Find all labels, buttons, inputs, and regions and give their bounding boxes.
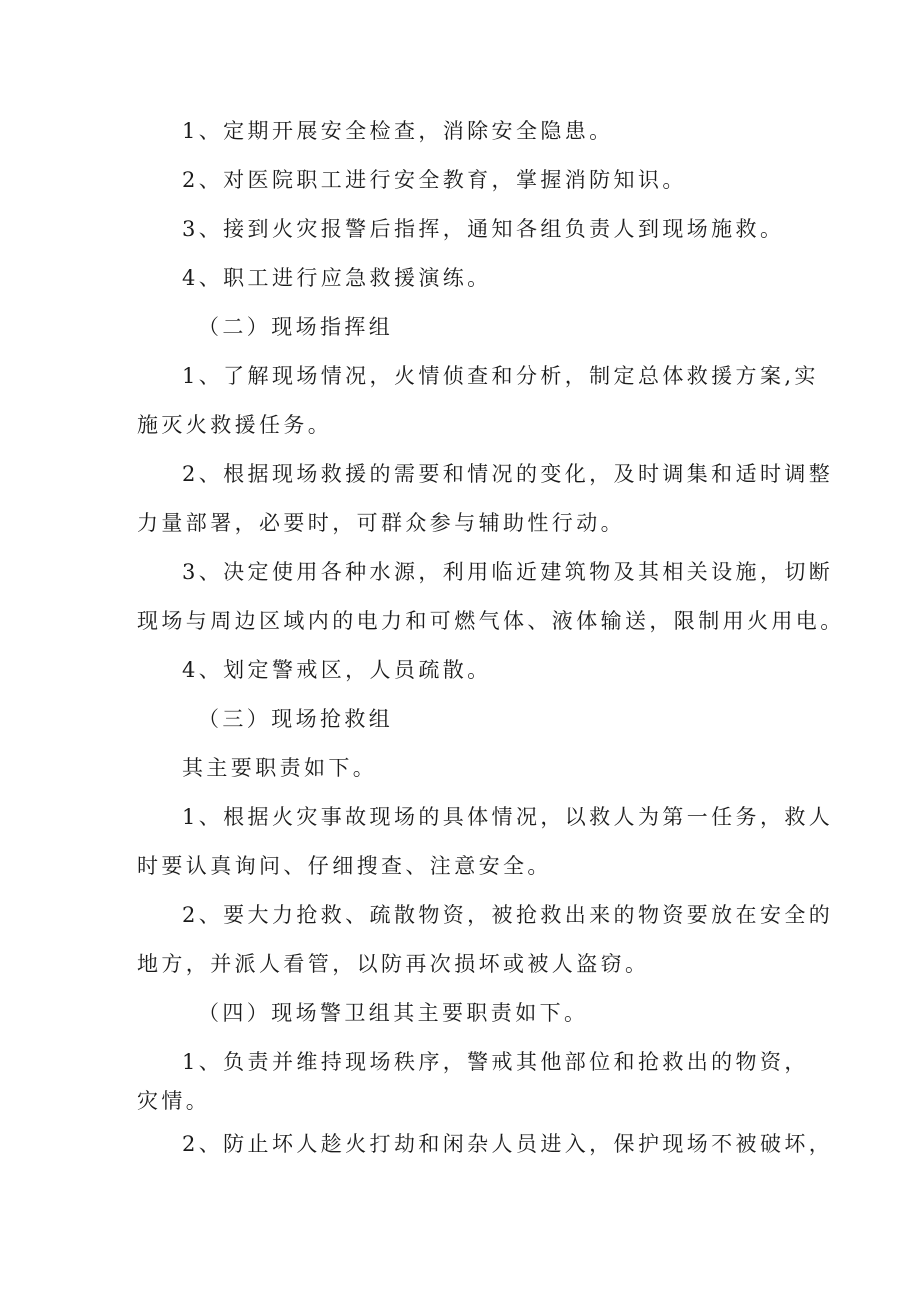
paragraph-line: 力量部署，必要时，可群众参与辅助性行动。 <box>137 511 625 535</box>
paragraph-line: 其主要职责如下。 <box>182 756 378 780</box>
paragraph-line: 1、了解现场情况，火情侦查和分析，制定总体救援方案,实 <box>182 364 819 388</box>
paragraph-line: 2、防止坏人趁火打劫和闲杂人员进入，保护现场不被破坏， <box>182 1132 834 1156</box>
paragraph-line: 2、根据现场救援的需要和情况的变化，及时调集和适时调整 <box>182 462 834 486</box>
paragraph-line: 1、负责并维持现场秩序，警戒其他部位和抢救出的物资， <box>182 1050 809 1074</box>
paragraph-line: 灾情。 <box>137 1089 211 1113</box>
paragraph-line: 4、职工进行应急救援演练。 <box>182 266 492 290</box>
paragraph-line: 地方，并派人看管，以防再次损坏或被人盗窃。 <box>137 952 650 976</box>
paragraph-line: 2、要大力抢救、疏散物资，被抢救出来的物资要放在安全的 <box>182 903 834 927</box>
paragraph-line: 1、定期开展安全检查，消除安全隐患。 <box>182 119 614 143</box>
paragraph-line: 3、接到火灾报警后指挥，通知各组负责人到现场施救。 <box>182 217 785 241</box>
paragraph-line: 现场与周边区域内的电力和可燃气体、液体输送，限制用火用电。 <box>137 609 845 633</box>
paragraph-line: 时要认真询问、仔细搜查、注意安全。 <box>137 854 552 878</box>
paragraph-line: 2、对医院职工进行安全教育，掌握消防知识。 <box>182 168 687 192</box>
section-heading: （二）现场指挥组 <box>198 315 394 339</box>
section-heading: （四）现场警卫组其主要职责如下。 <box>198 1001 589 1025</box>
paragraph-line: 1、根据火灾事故现场的具体情况，以救人为第一任务，救人 <box>182 805 834 829</box>
paragraph-line: 4、划定警戒区，人员疏散。 <box>182 658 492 682</box>
section-heading: （三）现场抢救组 <box>198 707 394 731</box>
paragraph-line: 施灭火救援任务。 <box>137 413 333 437</box>
paragraph-line: 3、决定使用各种水源，利用临近建筑物及其相关设施，切断 <box>182 560 834 584</box>
